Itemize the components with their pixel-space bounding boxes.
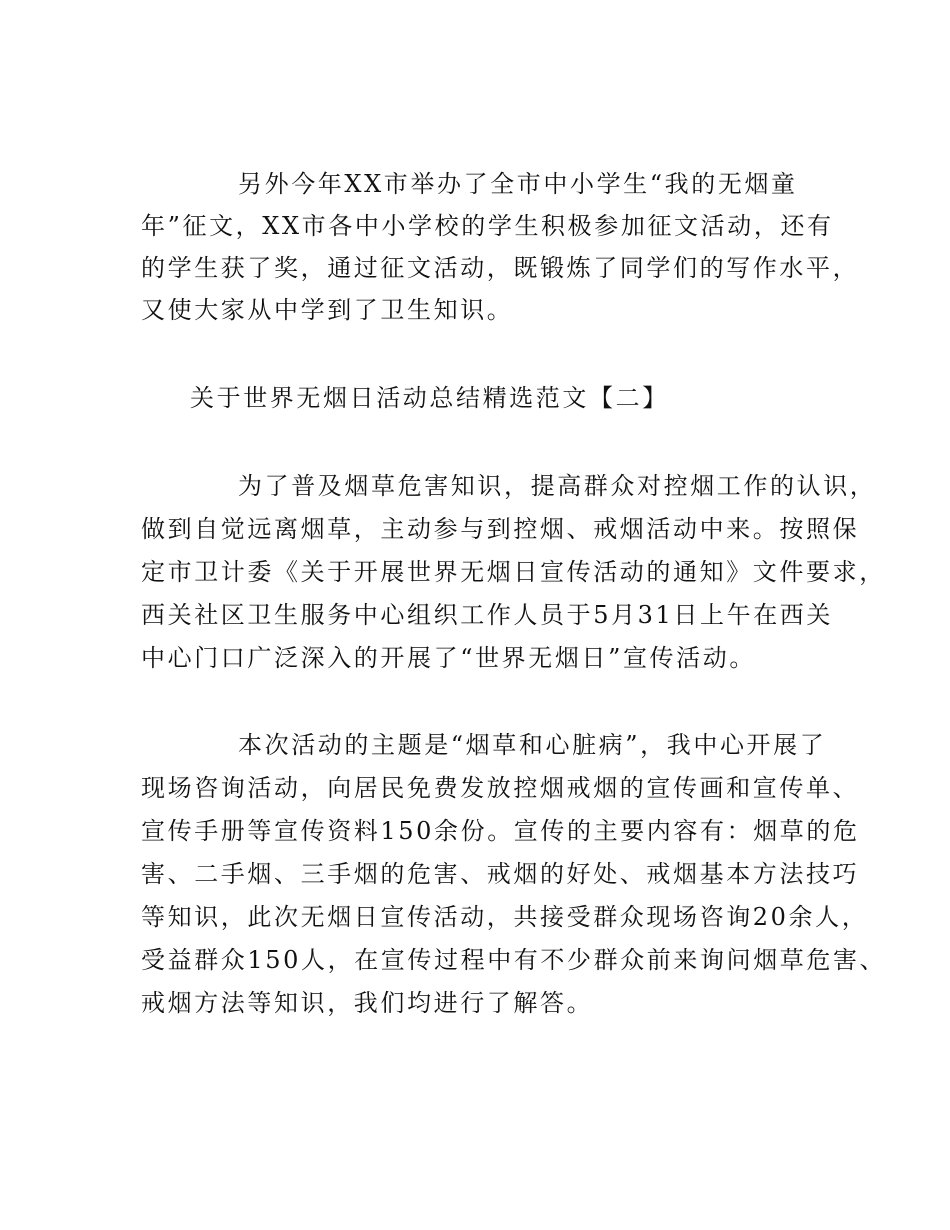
paragraph-2-line-4: 西关社区卫生服务中心组织工作人员于5月31日上午在西关 xyxy=(141,601,834,629)
paragraph-1-line-3: 的学生获了奖，通过征文活动，既锻炼了同学们的写作水平， xyxy=(141,254,860,282)
paragraph-1-line-1: 另外今年XX市举办了全市中小学生“我的无烟童 xyxy=(238,170,798,198)
paragraph-3-line-4: 害、二手烟、三手烟的危害、戒烟的好处、戒烟基本方法技巧 xyxy=(141,860,860,888)
paragraph-3-line-7: 戒烟方法等知识，我们均进行了解答。 xyxy=(141,989,594,1017)
paragraph-2-line-5: 中心门口广泛深入的开展了“世界无烟日”宣传活动。 xyxy=(141,644,756,672)
paragraph-1-line-4: 又使大家从中学到了卫生知识。 xyxy=(141,296,514,324)
paragraph-1-line-2: 年”征文，XX市各中小学校的学生积极参加征文活动，还有 xyxy=(141,212,834,240)
paragraph-3-line-2: 现场咨询活动，向居民免费发放控烟戒烟的宣传画和宣传单、 xyxy=(141,774,860,802)
paragraph-3-line-1: 本次活动的主题是“烟草和心脏病”，我中心开展了 xyxy=(238,731,827,759)
paragraph-3-line-5: 等知识，此次无烟日宣传活动，共接受群众现场咨询20余人， xyxy=(141,903,869,931)
paragraph-2-line-1: 为了普及烟草危害知识，提高群众对控烟工作的认识， xyxy=(238,472,877,500)
section-heading: 关于世界无烟日活动总结精选范文【二】 xyxy=(190,384,669,412)
paragraph-3-line-3: 宣传手册等宣传资料150余份。宣传的主要内容有：烟草的危 xyxy=(141,817,860,845)
paragraph-2-line-3: 定市卫计委《关于开展世界无烟日宣传活动的通知》文件要求， xyxy=(141,558,886,586)
paragraph-3-line-6: 受益群众150人，在宣传过程中有不少群众前来询问烟草危害、 xyxy=(141,946,887,974)
paragraph-2-line-2: 做到自觉远离烟草，主动参与到控烟、戒烟活动中来。按照保 xyxy=(141,515,860,543)
